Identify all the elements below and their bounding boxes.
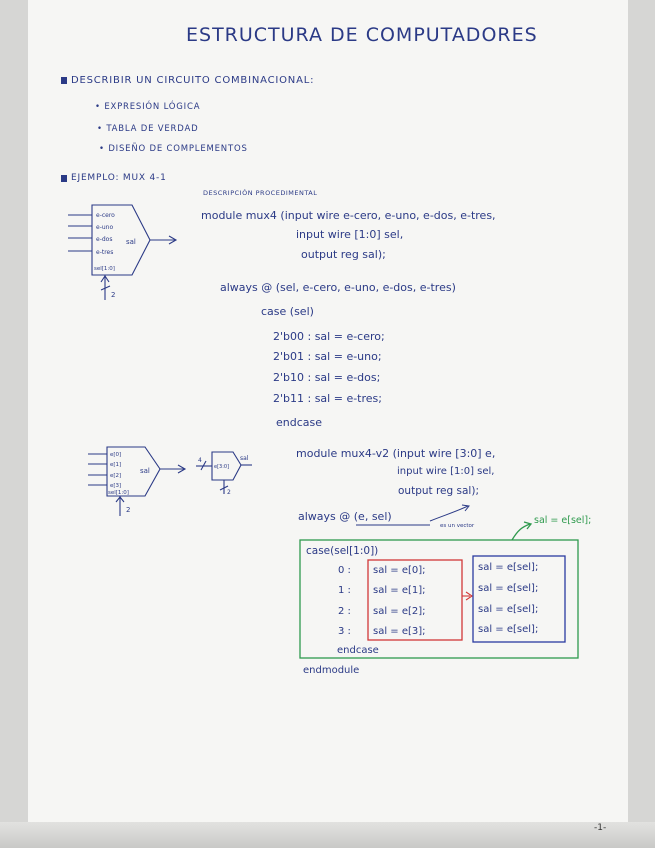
code-line: 2'b11 : sal = e-tres; [273, 392, 382, 405]
blue-case-line: sal = e[sel]; [478, 583, 539, 594]
case-key: 3 : [338, 626, 351, 637]
code-line: always @ (sel, e-cero, e-uno, e-dos, e-tres) [220, 281, 456, 294]
mux2-compact-width: 4 [198, 457, 202, 464]
red-case-box [368, 560, 462, 640]
page-number: -1- [594, 823, 607, 833]
code-line: 2'b10 : sal = e-dos; [273, 371, 381, 384]
code-line: input wire [1:0] sel, [397, 466, 495, 477]
code-line: module mux4-v2 (input wire [3:0] e, [296, 447, 496, 460]
mux2-input-label: e[2] [110, 473, 122, 479]
mux1-input-label: e-uno [96, 224, 114, 231]
code-line: always @ (e, sel) [298, 510, 392, 523]
case-key: 1 : [338, 585, 351, 596]
bullet-item: • DISEÑO DE COMPLEMENTOS [99, 144, 248, 154]
bullet-text: DISEÑO DE COMPLEMENTOS [108, 144, 248, 154]
blue-case-line: sal = e[sel]; [478, 604, 539, 615]
bullet-item: • TABLA DE VERDAD [97, 124, 199, 134]
case-key: 2 : [338, 606, 351, 617]
mux2-sel-label: sel[1:0] [108, 490, 129, 496]
note-arrow [430, 506, 468, 521]
mux1-input-label: e-cero [96, 212, 115, 219]
red-case-line: sal = e[1]; [373, 585, 426, 596]
bullet-text: TABLA DE VERDAD [106, 124, 199, 134]
case-key: 0 : [338, 565, 351, 576]
blue-case-line: sal = e[sel]; [478, 624, 539, 635]
example-heading: EJEMPLO: MUX 4-1 [71, 173, 167, 183]
mux2-width-mark: 2 [126, 506, 131, 514]
code-line: case (sel) [261, 305, 314, 318]
callout-text: sal = e[sel]; [534, 515, 592, 526]
page-title: ESTRUCTURA DE COMPUTADORES [186, 24, 538, 46]
blue-case-line: sal = e[sel]; [478, 562, 539, 573]
mux2-input-label: e[1] [110, 462, 122, 468]
code-line: endcase [276, 416, 323, 429]
bullet-text: EXPRESIÓN LÓGICA [104, 102, 201, 112]
blue-case-box [473, 556, 565, 642]
code-line: input wire [1:0] sel, [296, 228, 404, 241]
vector-note: es un vector [440, 523, 475, 529]
mux1-width-mark: 2 [111, 291, 116, 299]
mux1-input-label: e-dos [96, 236, 113, 243]
mux2-compact-sel-width: 2 [227, 489, 231, 496]
mux1-output-label: sal [126, 238, 136, 246]
mux2-input-label: e[3] [110, 483, 122, 489]
endmodule-label: endmodule [303, 665, 360, 676]
code-line: 2'b01 : sal = e-uno; [273, 350, 382, 363]
endcase-label: endcase [337, 645, 379, 656]
section-heading: DESCRIBIR UN CIRCUITO COMBINACIONAL: [71, 75, 315, 86]
callout-arrow [512, 524, 530, 540]
red-case-line: sal = e[0]; [373, 565, 426, 576]
red-case-line: sal = e[2]; [373, 606, 426, 617]
mux2-compact-output-label: sal [240, 455, 249, 462]
red-case-line: sal = e[3]; [373, 626, 426, 637]
code-line: 2'b00 : sal = e-cero; [273, 330, 385, 343]
code-line: module mux4 (input wire e-cero, e-uno, e-dos, e-tres, [201, 209, 496, 222]
mux2-input-label: e[0] [110, 452, 122, 458]
mux2-output-label: sal [140, 467, 150, 475]
mux1-sel-label: sel[1:0] [94, 266, 115, 272]
mux1-diagram [68, 205, 176, 300]
code-line: output reg sal); [398, 485, 479, 497]
code-line: output reg sal); [301, 248, 386, 261]
bullet-item: • EXPRESIÓN LÓGICA [95, 102, 201, 112]
description-label: DESCRIPCIÓN PROCEDIMENTAL [203, 189, 318, 197]
mux1-input-label: e-tres [96, 249, 114, 256]
mux2-compact-input-label: e[3:0] [214, 464, 230, 470]
case-header: case(sel[1:0]) [306, 545, 379, 557]
